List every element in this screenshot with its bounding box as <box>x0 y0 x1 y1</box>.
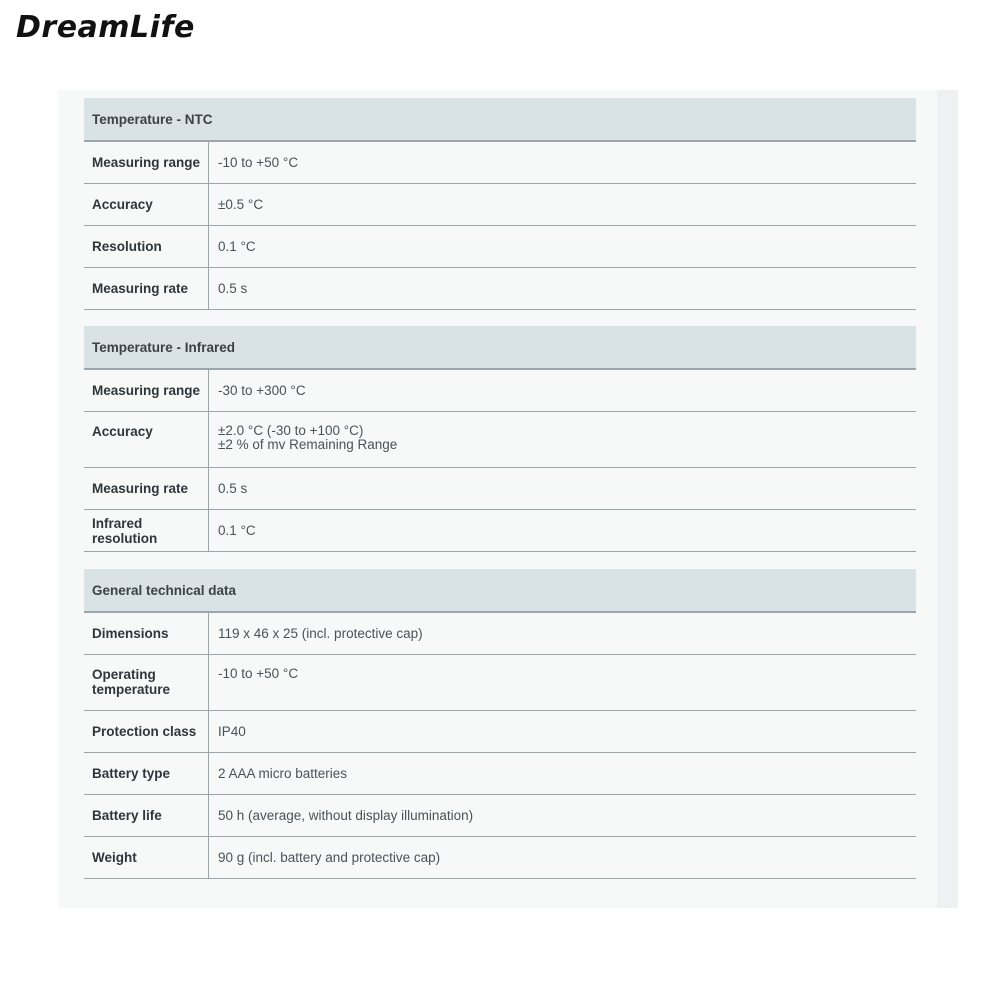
spec-value: 0.1 °C <box>209 510 917 552</box>
spec-value: ±0.5 °C <box>209 184 917 226</box>
section-header <box>84 98 916 141</box>
spec-value: 90 g (incl. battery and protective cap) <box>209 837 917 879</box>
section-title: Temperature - Infrared <box>84 326 916 369</box>
spec-value: 50 h (average, without display illumination) <box>209 795 917 837</box>
section-header <box>84 326 916 369</box>
spec-value: 0.5 s <box>209 268 917 310</box>
table-row <box>84 226 916 268</box>
spec-label: Accuracy <box>84 412 209 468</box>
spec-label: Protection class <box>84 711 209 753</box>
table-row <box>84 184 916 226</box>
table-row <box>84 369 916 412</box>
spec-label: Measuring rate <box>84 468 209 510</box>
spec-value: 2 AAA micro batteries <box>209 753 917 795</box>
spec-label: Dimensions <box>84 612 209 655</box>
spec-label: Operating temperature <box>84 655 209 711</box>
table-row <box>84 468 916 510</box>
spec-label: Battery type <box>84 753 209 795</box>
spec-value: 119 x 46 x 25 (incl. protective cap) <box>209 612 917 655</box>
table-row <box>84 753 916 795</box>
section-title: Temperature - NTC <box>84 98 916 141</box>
table-row <box>84 795 916 837</box>
spec-value: -10 to +50 °C <box>209 655 917 711</box>
table-row <box>84 837 916 879</box>
spec-value: -30 to +300 °C <box>209 369 917 412</box>
table-row <box>84 268 916 310</box>
spec-table-ntc <box>84 98 916 310</box>
table-row <box>84 655 916 711</box>
spec-label: Measuring range <box>84 141 209 184</box>
spec-table-general <box>84 569 916 879</box>
spec-value: 0.5 s <box>209 468 917 510</box>
spec-sheet-edge <box>937 90 958 908</box>
spec-label: Infrared resolution <box>84 510 209 552</box>
brand-logo-text: DreamLife <box>16 10 195 45</box>
spec-value: IP40 <box>209 711 917 753</box>
spec-label: Weight <box>84 837 209 879</box>
table-row <box>84 612 916 655</box>
spec-value: -10 to +50 °C <box>209 141 917 184</box>
spec-label: Measuring rate <box>84 268 209 310</box>
section-header <box>84 569 916 612</box>
spec-label: Resolution <box>84 226 209 268</box>
spec-label: Accuracy <box>84 184 209 226</box>
spec-label: Battery life <box>84 795 209 837</box>
section-title: General technical data <box>84 569 916 612</box>
spec-table-infrared <box>84 326 916 552</box>
spec-value: ±2.0 °C (-30 to +100 °C) ±2 % of mv Remaining Range <box>209 412 917 468</box>
spec-label: Measuring range <box>84 369 209 412</box>
table-row <box>84 711 916 753</box>
table-row <box>84 141 916 184</box>
table-row <box>84 510 916 552</box>
table-row <box>84 412 916 468</box>
spec-value: 0.1 °C <box>209 226 917 268</box>
